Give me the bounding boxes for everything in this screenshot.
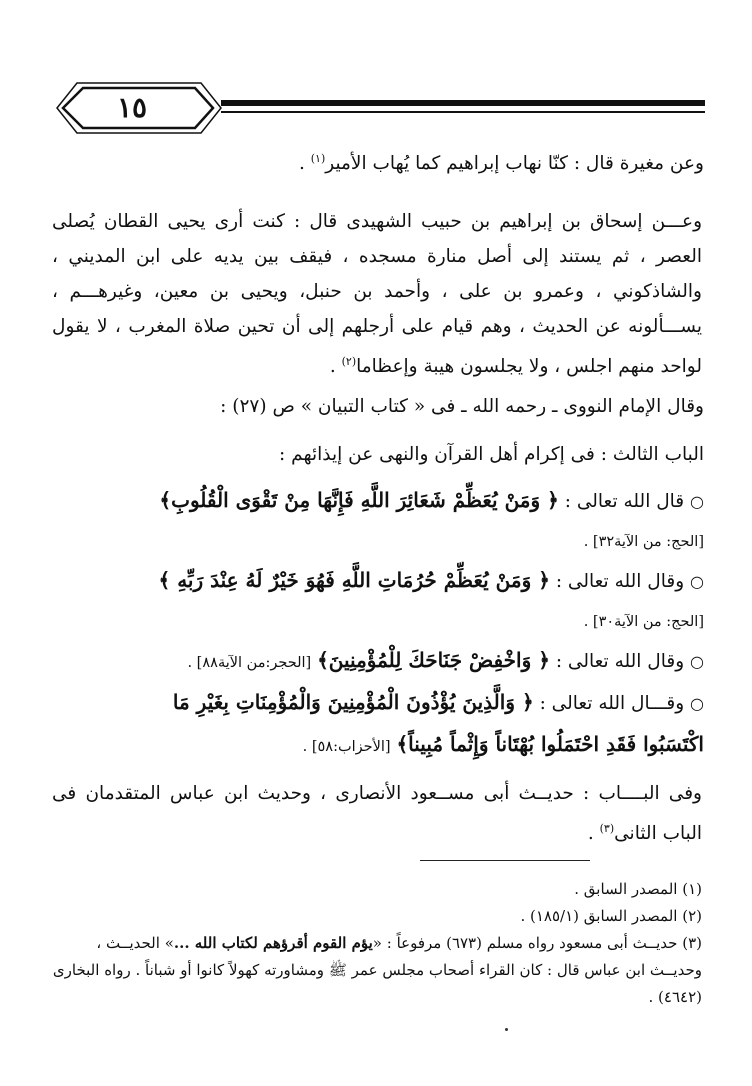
bullet-icon: ○ <box>690 694 704 713</box>
page-dot <box>505 1028 508 1031</box>
paragraph-5-text: وفى البــــاب : حديــث أبى مســعود الأنصارى ، وحديث ابن عباس المتقدمان فى الباب الثانى <box>52 783 702 845</box>
line-3-text: وقال الإمام النووى ـ رحمه الله ـ فى « كتاب التبيان » ص (٢٧) : <box>220 396 704 417</box>
verse-1-ref: [الحج: من الآية٣٢] . <box>583 534 704 550</box>
footnote-3-start: (٣) حديــث أبى مسعود رواه مسلم (٦٧٣) مرفوعاً : « <box>372 934 702 952</box>
verse-line-1 <box>50 488 704 512</box>
bullet-icon: ○ <box>690 652 704 671</box>
verse-4-ref: [الأحزاب:٥٨] . <box>302 739 391 755</box>
footnote-3-hadith: يؤم القوم أقرؤهم لكتاب الله ... <box>173 934 373 952</box>
verse-2-ref: [الحج: من الآية٣٠] . <box>583 614 704 630</box>
verse-2-reference <box>50 614 704 630</box>
footnote-ref-2: (٢) <box>341 355 357 368</box>
footnote-separator <box>420 860 590 861</box>
verse-2-intro: وقال الله تعالى : <box>555 571 685 592</box>
verse-line-3 <box>50 648 704 672</box>
footnote-2: (٢) المصدر السابق (١٨٥/١) . <box>520 907 702 925</box>
bullet-icon: ○ <box>690 572 704 591</box>
verse-1-reference <box>50 534 704 550</box>
verse-line-4a <box>50 690 704 714</box>
verse-line-4b <box>50 732 704 756</box>
verse-3-text: ﴿ وَاخْفِضْ جَنَاحَكَ لِلْمُؤْمِنِينَ﴾ <box>317 648 550 672</box>
paragraph-2-end: . <box>329 356 342 378</box>
footnotes <box>52 876 702 1011</box>
paragraph-5 <box>52 776 702 851</box>
paragraph-5-end: . <box>587 823 600 845</box>
verse-4a-text: ﴿ وَالَّذِينَ يُؤْذُونَ الْمُؤْمِنِينَ وَالْمُؤْمِنَاتِ بِغَيْرِ مَا <box>172 690 534 714</box>
bullet-icon: ○ <box>690 492 704 511</box>
line-1-text: وعن مغيرة قال : كنّا نهاب إبراهيم كما يُهاب الأمير <box>325 153 704 175</box>
footnote-3-rest: » الحديــث ، وحديــث ابن عباس قال : كان القراء أصحاب مجلس عمر ﷺ ومشاورته كهولاً كانوا أو شباناً . رواه البخارى (٤٦٤٢) . <box>52 934 702 1006</box>
page-header-ornament <box>55 82 707 134</box>
verse-4-intro: وقـــال الله تعالى : <box>539 693 685 714</box>
page-number: ١٥ <box>116 91 148 124</box>
verse-2-text: ﴿ وَمَنْ يُعَظِّمْ حُرُمَاتِ اللَّهِ فَهُوَ خَيْرٌ لَهُ عِنْدَ رَبِّهِ ﴾ <box>158 568 550 592</box>
text-line-1 <box>50 152 704 174</box>
line-4-text: الباب الثالث : فى إكرام أهل القرآن والنهى عن إيذائهم : <box>279 444 704 465</box>
footnote-1: (١) المصدر السابق . <box>574 880 702 898</box>
verse-3-intro: وقال الله تعالى : <box>555 651 685 672</box>
footnote-ref-3: (٣) <box>599 822 615 835</box>
verse-1-intro: قال الله تعالى : <box>564 491 685 512</box>
verse-line-2 <box>50 568 704 592</box>
line-1-end: . <box>298 153 311 175</box>
verse-4b-text: اكْتَسَبُوا فَقَدِ احْتَمَلُوا بُهْتَاناً وَإِثْماً مُبِيناً﴾ <box>396 732 704 756</box>
footnote-3 <box>52 930 702 1011</box>
verse-3-ref: [الحجر:من الآية٨٨] . <box>187 655 312 671</box>
paragraph-2 <box>52 204 702 384</box>
footnote-ref-1: (١) <box>310 152 326 165</box>
paragraph-2-text: وعـــن إسحاق بن إبراهيم بن حبيب الشهيدى قال : كنت أرى يحيى القطان يُصلى العصر ، ثم يستند إلى أصل منارة مسجده ، فيقف بين يديه على ابن المديني ، والشاذكوني ، وعمرو بن على ، وأحمد بن حنبل، ويحيى بن معين، وغيرهـــم ، يســـألونه عن الحديث ، وهم قيام على أرجلهم إلى أن تحين صلاة المغرب ، لا يقول لواحد منهم اجلس ، ولا يجلسون هيبة وإعظاما <box>52 211 702 378</box>
text-line-4 <box>50 444 704 465</box>
text-line-3 <box>50 396 704 417</box>
verse-1-text: ﴿ وَمَنْ يُعَظِّمْ شَعَائِرَ اللَّهِ فَإِنَّهَا مِنْ تَقْوَى الْقُلُوبِ﴾ <box>159 488 559 512</box>
